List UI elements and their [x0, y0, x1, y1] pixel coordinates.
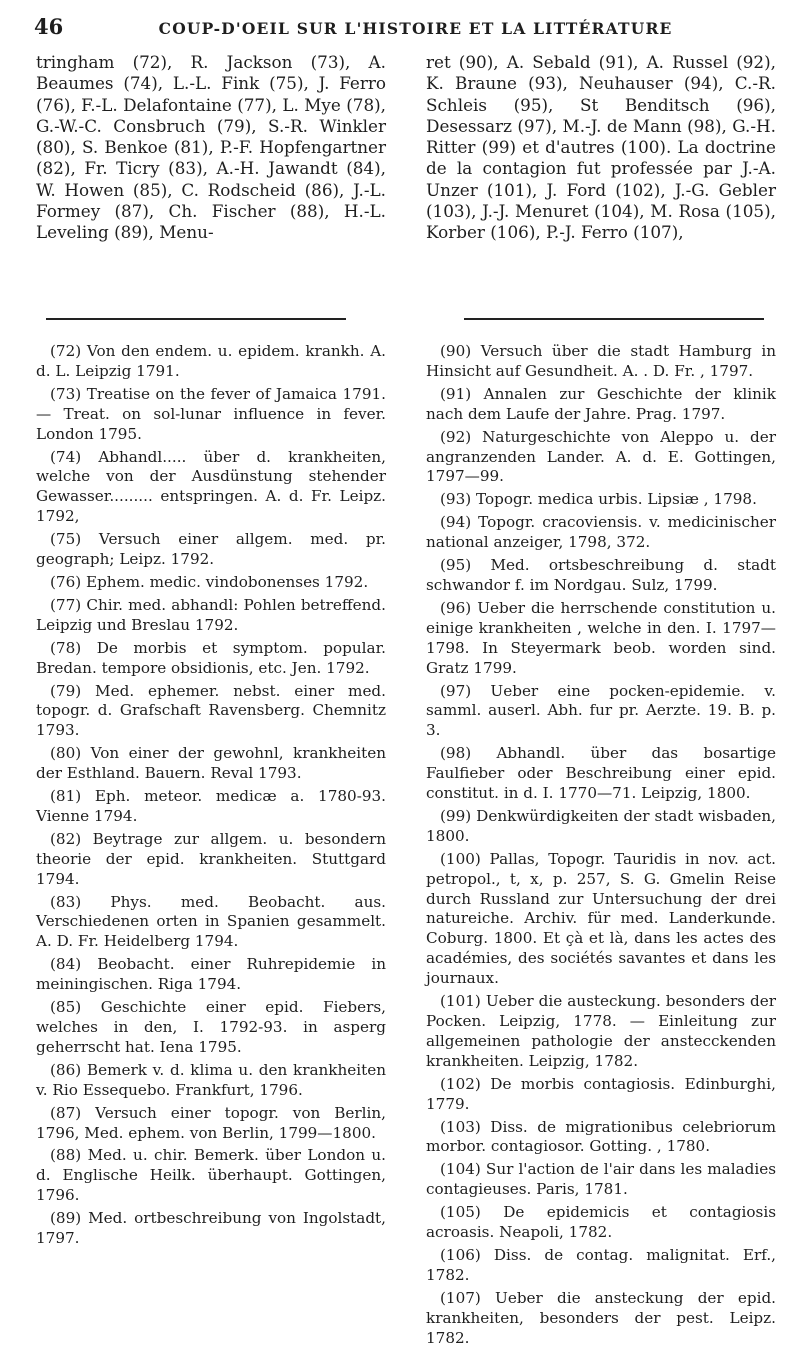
- footnote-102: (102) De morbis contagiosis. Edinburghi, 1779.: [426, 1074, 776, 1113]
- footnote-73: (73) Treatise on the fever of Jamaica 1791. — Treat. on sol-lunar influence in fever. London 1795.: [36, 384, 386, 443]
- footnotes: [36, 342, 776, 1352]
- footnote-103: (103) Diss. de migrationibus celebriorum morbor. contagiosor. Gotting. , 1780.: [426, 1117, 776, 1156]
- footnote-separator: [36, 318, 776, 320]
- footnote-95: (95) Med. ortsbeschreibung d. stadt schwandor f. im Nordgau. Sulz, 1799.: [426, 556, 776, 594]
- footnote-rule-left: [46, 318, 346, 320]
- footnote-75: (75) Versuch einer allgem. med. pr. geograph; Leipz. 1792.: [36, 530, 386, 569]
- body-column-right: ret (90), A. Sebald (91), A. Russel (92), K. Braune (93), Neuhauser (94), C.-R. Schleis (95), St Benditsch (96), Desessarz (97), M.-J. de Mann (98), G.-H. Ritter (99) et d'autres (100). La doctrine de la contagion fut professée par J.-A. Unzer (101), J. Ford (102), J.-G. Gebler (103), J.-J. Menuret (104), M. Rosa (105), Korber (106), P.-J. Ferro (107),: [426, 52, 776, 243]
- footnotes-column-left: [36, 342, 386, 1352]
- footnote-89: (89) Med. ortbeschreibung von Ingolstadt, 1797.: [36, 1209, 386, 1248]
- footnote-90: (90) Versuch über die stadt Hamburg in Hinsicht auf Gesundheit. A. . D. Fr. , 1797.: [426, 342, 776, 380]
- footnote-96: (96) Ueber die herrschende constitution u. einige krankheiten , welche in den. I. 1797—1798. In Steyermark beob. worden sind. Gratz 1799.: [426, 598, 776, 677]
- footnote-97: (97) Ueber eine pocken-epidemie. v. samml. auserl. Abh. fur pr. Aerzte. 19. B. p. 3.: [426, 681, 776, 740]
- page-number: 46: [34, 14, 64, 39]
- footnote-107: (107) Ueber die ansteckung der epid. krankheiten, besonders der pest. Leipz. 1782.: [426, 1288, 776, 1347]
- footnote-77: (77) Chir. med. abhandl: Pohlen betreffend. Leipzig und Breslau 1792.: [36, 595, 386, 634]
- footnote-81: (81) Eph. meteor. medicæ a. 1780-93. Vienne 1794.: [36, 787, 386, 825]
- footnotes-column-right: [426, 342, 776, 1352]
- footnote-92: (92) Naturgeschichte von Aleppo u. der angranzenden Lander. A. d. E. Gottingen, 1797—99.: [426, 427, 776, 486]
- body-text: [36, 52, 776, 244]
- footnote-91: (91) Annalen zur Geschichte der klinik nach dem Laufe der Jahre. Prag. 1797.: [426, 384, 776, 423]
- footnote-98: (98) Abhandl. über das bosartige Faulfieber oder Beschreibung einer epid. constitut. in d. I. 1770—71. Leipzig, 1800.: [426, 744, 776, 803]
- footnote-80: (80) Von einer der gewohnl, krankheiten der Esthland. Bauern. Reval 1793.: [36, 744, 386, 783]
- footnote-106: (106) Diss. de contag. malignitat. Erf., 1782.: [426, 1245, 776, 1284]
- footnote-83: (83) Phys. med. Beobacht. aus. Verschiedenen orten in Spanien gesammelt. A. D. Fr. Heidelberg 1794.: [36, 892, 386, 951]
- footnote-99: (99) Denkwürdigkeiten der stadt wisbaden, 1800.: [426, 806, 776, 845]
- footnote-74: (74) Abhandl..... über d. krankheiten, welche von der Ausdünstung stehender Gewasser......... entspringen. A. d. Fr. Leipz. 1792,: [36, 447, 386, 526]
- footnote-86: (86) Bemerk v. d. klima u. den krankheiten v. Rio Essequebo. Frankfurt, 1796.: [36, 1060, 386, 1099]
- footnote-rule-right: [464, 318, 764, 320]
- footnote-105: (105) De epidemicis et contagiosis acroasis. Neapoli, 1782.: [426, 1203, 776, 1242]
- footnote-94: (94) Topogr. cracoviensis. v. medicinischer national anzeiger, 1798, 372.: [426, 513, 776, 552]
- footnote-87: (87) Versuch einer topogr. von Berlin, 1796, Med. ephem. von Berlin, 1799—1800.: [36, 1103, 386, 1142]
- footnote-88: (88) Med. u. chir. Bemerk. über London u. d. Englische Heilk. überhaupt. Gottingen, 1796.: [36, 1146, 386, 1205]
- body-column-left: tringham (72), R. Jackson (73), A. Beaumes (74), L.-L. Fink (75), J. Ferro (76), F.-L. Delafontaine (77), L. Mye (78), G.-W.-C. Consbruch (79), S.-R. Winkler (80), S. Benkoe (81), P.-F. Hopfengartner (82), Fr. Ticry (83), A.-H. Jawandt (84), W. Howen (85), C. Rodscheid (86), J.-L. Formey (87), Ch. Fischer (88), H.-L. Leveling (89), Menu-: [36, 52, 386, 243]
- footnote-82: (82) Beytrage zur allgem. u. besondern theorie der epid. krankheiten. Stuttgard 1794.: [36, 829, 386, 888]
- footnote-78: (78) De morbis et symptom. popular. Bredan. tempore obsidionis, etc. Jen. 1792.: [36, 638, 386, 677]
- footnote-101: (101) Ueber die austeckung. besonders der Pocken. Leipzig, 1778. — Einleitung zur allgemeinen pathologie der anstecckenden krankheiten. Leipzig, 1782.: [426, 992, 776, 1070]
- footnote-93: (93) Topogr. medica urbis. Lipsiæ , 1798.: [440, 490, 757, 509]
- footnote-76: (76) Ephem. medic. vindobonenses 1792.: [50, 572, 369, 591]
- running-title: COUP-D'OEIL SUR L'HISTOIRE ET LA LITTÉRATURE: [158, 19, 673, 38]
- footnote-100: (100) Pallas, Topogr. Tauridis in nov. act. petropol., t, x, p. 257, S. G. Gmelin Reise durch Russland zur Untersuchung der drei natureiche. Archiv. für med. Landerkunde. Coburg. 1800. Et çà et là, dans les actes des académies, des sociétés savantes et dans les journaux.: [426, 849, 776, 988]
- footnote-84: (84) Beobacht. einer Ruhrepidemie in meiningischen. Riga 1794.: [36, 955, 386, 994]
- footnote-104: (104) Sur l'action de l'air dans les maladies contagieuses. Paris, 1781.: [426, 1160, 776, 1199]
- footnote-72: (72) Von den endem. u. epidem. krankh. A. d. L. Leipzig 1791.: [36, 342, 386, 380]
- footnote-85: (85) Geschichte einer epid. Fiebers, welches in den, I. 1792-93. in asperg geherrscht hat. Iena 1795.: [36, 998, 386, 1056]
- footnote-79: (79) Med. ephemer. nebst. einer med. topogr. d. Grafschaft Ravensberg. Chemnitz 1793.: [36, 681, 386, 740]
- running-head: [34, 14, 760, 42]
